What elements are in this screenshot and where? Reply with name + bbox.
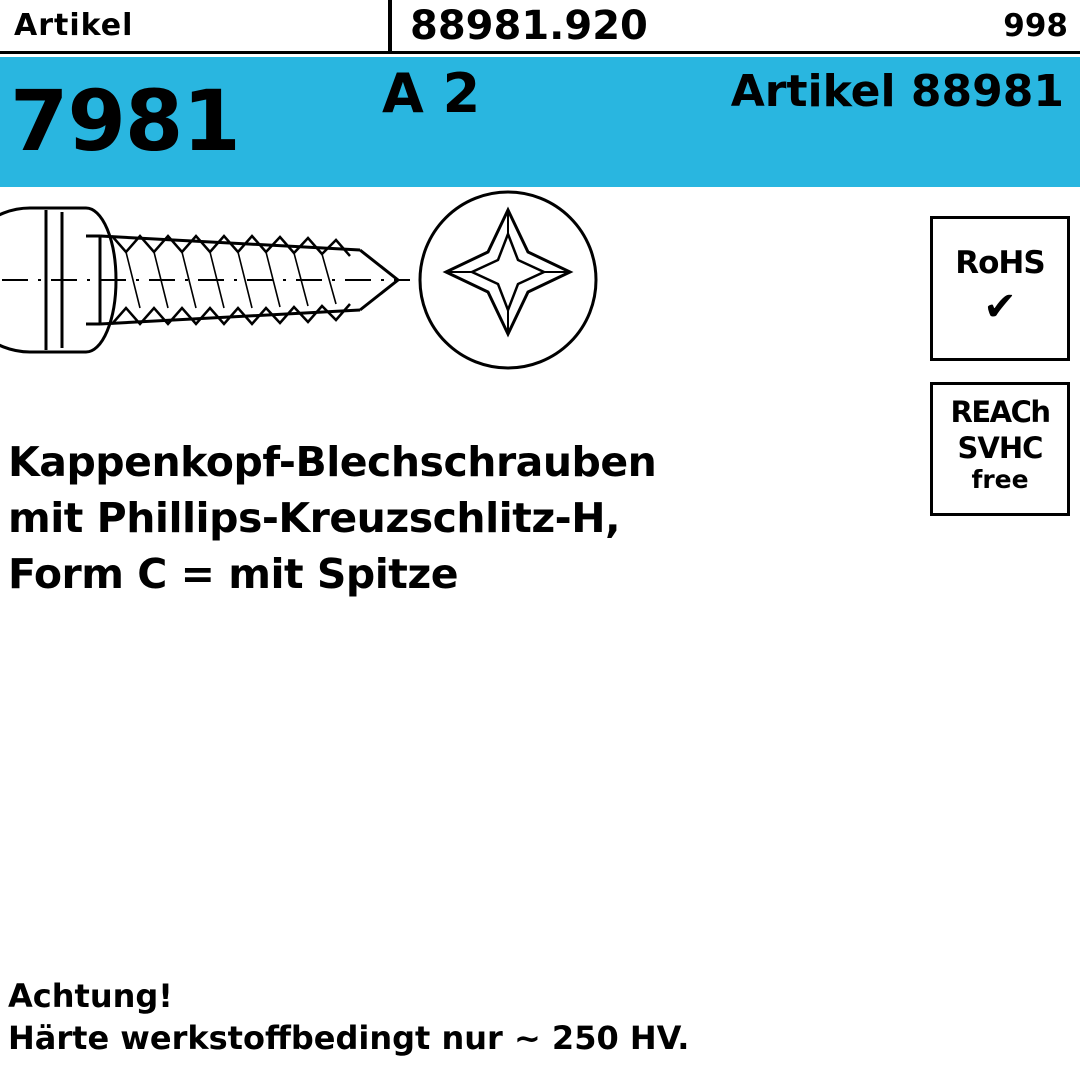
description-line-3: Form C = mit Spitze xyxy=(8,550,459,598)
technical-drawing xyxy=(0,190,920,390)
header-bar xyxy=(0,0,1080,54)
header-divider xyxy=(388,0,392,54)
description-line-2: mit Phillips-Kreuzschlitz-H, xyxy=(8,494,621,542)
rohs-label: RoHS xyxy=(955,245,1045,281)
header-article-number: 88981.920 xyxy=(410,3,648,49)
header-artikel-label: Artikel xyxy=(14,8,134,43)
check-icon: ✔ xyxy=(983,284,1017,330)
header-quantity: 998 xyxy=(1003,8,1068,44)
band-article-label: Artikel 88981 xyxy=(730,66,1064,117)
warning-title: Achtung! xyxy=(8,977,173,1015)
svhc-label: SVHC xyxy=(957,431,1043,465)
free-label: free xyxy=(971,465,1029,494)
din-standard-number: 7981 xyxy=(10,72,240,170)
reach-badge xyxy=(930,382,1070,516)
rohs-badge xyxy=(930,216,1070,361)
screw-drawing-svg xyxy=(0,190,920,390)
product-description xyxy=(8,434,908,602)
warning-note xyxy=(8,975,1008,1059)
warning-body: Härte werkstoffbedingt nur ~ 250 HV. xyxy=(8,1019,690,1057)
reach-label: REACh xyxy=(950,395,1050,429)
description-line-1: Kappenkopf-Blechschrauben xyxy=(8,438,657,486)
material-grade: A 2 xyxy=(382,62,481,125)
